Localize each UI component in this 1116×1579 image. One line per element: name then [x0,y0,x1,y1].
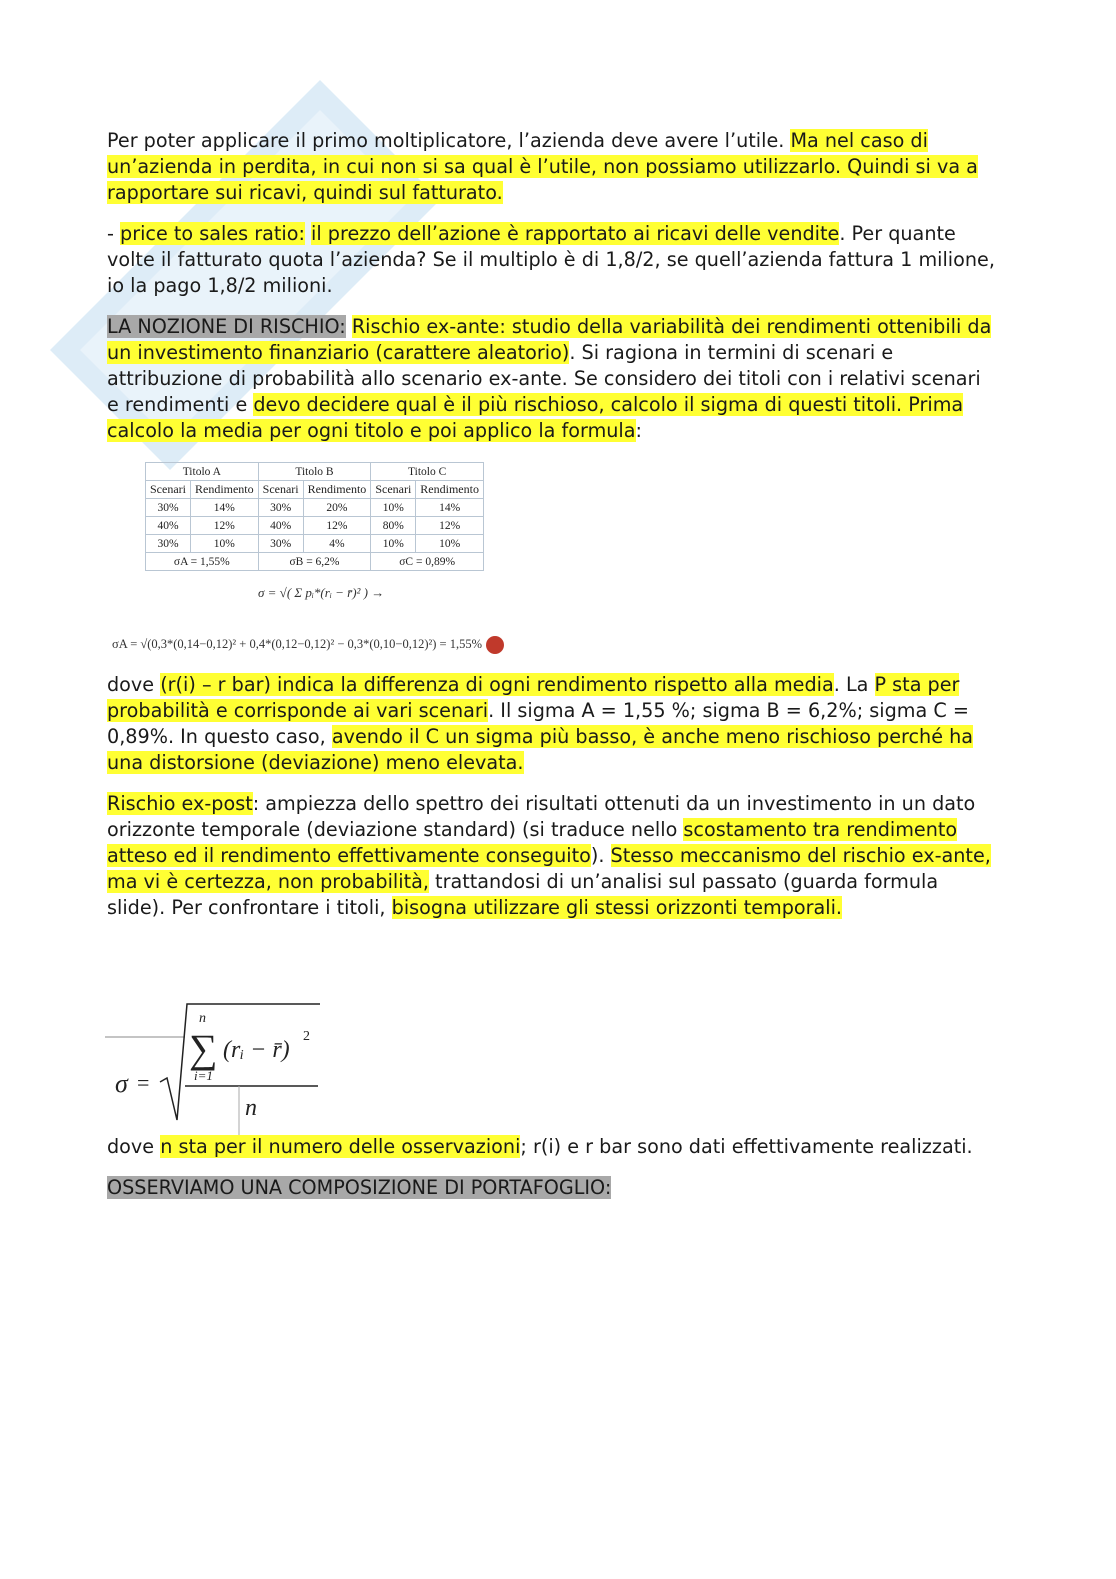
table-cell: 80% [371,517,416,535]
text-span: - [107,222,121,245]
highlighted-text: devo decidere qual è il più rischioso, calcolo il sigma di questi titoli. Prima calcolo la media per ogni titolo e poi applico la formula [107,393,964,442]
paragraph-portfolio-heading [107,1175,997,1201]
table-row [146,535,484,553]
table-cell: 30% [258,535,303,553]
table-cell: 4% [303,535,371,553]
sum-lower-limit: i=1 [194,1068,213,1083]
returns-table-figure [145,462,484,571]
highlighted-text: P sta per probabilità e corrisponde ai vari scenari [107,673,960,722]
paragraph-price-to-sales [107,221,997,299]
paragraph-multiplier [107,128,997,206]
sigma-a-calculation [112,636,504,654]
text-span: ; r(i) e r bar sono dati effettivamente realizzati. [520,1135,973,1158]
text-span: . Il sigma A = 1,55 %; sigma B = 6,2%; sigma C = 0,89%. In questo caso, [107,699,969,748]
table-sigma-row [146,553,484,571]
text-span: : ampiezza dello spettro dei risultati ottenuti da un investimento in un dato orizzonte temporale (deviazione standard) (si traduce nello [107,792,976,841]
table-subheader: Scenari [258,481,303,499]
text-span: . La [833,673,875,696]
paragraph-sigma-explanation [107,672,997,776]
table-cell: 30% [146,535,191,553]
highlighted-text: il prezzo dell’azione è rapportato ai ricavi delle vendite [311,222,840,245]
text-span: dove [107,1135,161,1158]
exponent: 2 [303,1029,310,1044]
highlighted-text: avendo il C un sigma più basso, è anche meno rischioso perché ha una distorsione (deviazione) meno elevata. [107,725,974,774]
text-span: Per poter applicare il primo moltiplicatore, l’azienda deve avere l’utile. [107,129,791,152]
table-cell: 10% [371,535,416,553]
table-cell: 12% [190,517,258,535]
table-cell: 12% [416,517,484,535]
table-subheader: Scenari [371,481,416,499]
highlighted-text: Ma nel caso di un’azienda in perdita, in cui non si sa qual è l’utile, non possiamo utilizzarlo. Quindi si va a rapportare sui ricavi, quindi sul fatturato. [107,129,978,204]
denominator-n: n [245,1095,257,1121]
sigma-symbol: σ [115,1069,128,1098]
sigma-ex-post-formula [105,1000,335,1140]
table-subheader: Scenari [146,481,191,499]
paragraph-rischio-ex-ante [107,314,997,444]
text-span: dove [107,673,161,696]
table-cell: 40% [146,517,191,535]
highlighted-text: n sta per il numero delle osservazioni [160,1135,521,1158]
table-cell: 30% [146,499,191,517]
highlighted-text: scostamento tra rendimento atteso ed il rendimento effettivamente conseguito [107,818,958,867]
returns-table [145,462,484,571]
table-group-header: Titolo B [258,463,371,481]
table-subheader: Rendimento [190,481,258,499]
highlighted-text: bisogna utilizzare gli stessi orizzonti temporali. [391,896,843,919]
highlighted-text: Stesso meccanismo del rischio ex-ante, ma vi è certezza, non probabilità, [107,844,991,893]
text-span: trattandosi di un’analisi sul passato (guarda formula slide). Per confrontare i titoli, [107,870,939,919]
table-group-header: Titolo A [146,463,259,481]
section-heading: OSSERVIAMO UNA COMPOSIZIONE DI PORTAFOGLIO: [107,1176,612,1199]
table-row [146,517,484,535]
sigma-cell: σC = 0,89% [371,553,484,571]
table-row [146,499,484,517]
text-span: . Si ragiona in termini di scenari e attribuzione di probabilità allo scenario ex-ante. Se considero dei titoli con i relativi scenari e rendimenti e [107,341,981,416]
highlighted-text: Rischio ex-post [107,792,253,815]
table-cell: 10% [416,535,484,553]
paragraph-rischio-ex-post [107,791,997,921]
deviation-term: (rᵢ − r̄) [223,1037,290,1063]
text-span: ). [590,844,611,867]
table-cell: 14% [190,499,258,517]
formula-text: σA = √(0,3*(0,14−0,12)² + 0,4*(0,12−0,12)² − 0,3*(0,10−0,12)²) = 1,55% [112,636,482,651]
table-cell: 10% [371,499,416,517]
sum-upper-limit: n [199,1011,206,1026]
sigma-cell: σA = 1,55% [146,553,259,571]
text-span: : [635,419,642,442]
text-span [346,315,352,338]
table-cell: 20% [303,499,371,517]
sigma-ex-ante-formula: σ = √( Σ pᵢ*(rᵢ − r̄)² ) → [258,585,385,600]
table-cell: 40% [258,517,303,535]
table-cell: 12% [303,517,371,535]
section-heading: LA NOZIONE DI RISCHIO: [107,315,346,338]
sigma-cell: σB = 6,2% [258,553,371,571]
highlighted-text: (r(i) – r bar) indica la differenza di ogni rendimento rispetto alla media [160,673,834,696]
table-group-header: Titolo C [371,463,484,481]
equals-sign: = [137,1070,150,1095]
highlighted-text: price to sales ratio: [120,222,305,245]
table-cell: 10% [190,535,258,553]
table-subheader: Rendimento [416,481,484,499]
stamp-icon [486,636,504,654]
table-cell: 30% [258,499,303,517]
summation-icon: ∑ [189,1026,218,1071]
text-span: . Per quante volte il fatturato quota l’azienda? Se il multiplo è di 1,8/2, se quell’azienda fattura 1 milione, io la pago 1,8/2 milioni. [107,222,995,297]
table-cell: 14% [416,499,484,517]
table-header-row [146,463,484,481]
highlighted-text: Rischio ex-ante: studio della variabilità dei rendimenti ottenibili da un investimento finanziario (carattere aleatorio) [107,315,992,364]
table-subheader: Rendimento [303,481,371,499]
table-subheader-row [146,481,484,499]
